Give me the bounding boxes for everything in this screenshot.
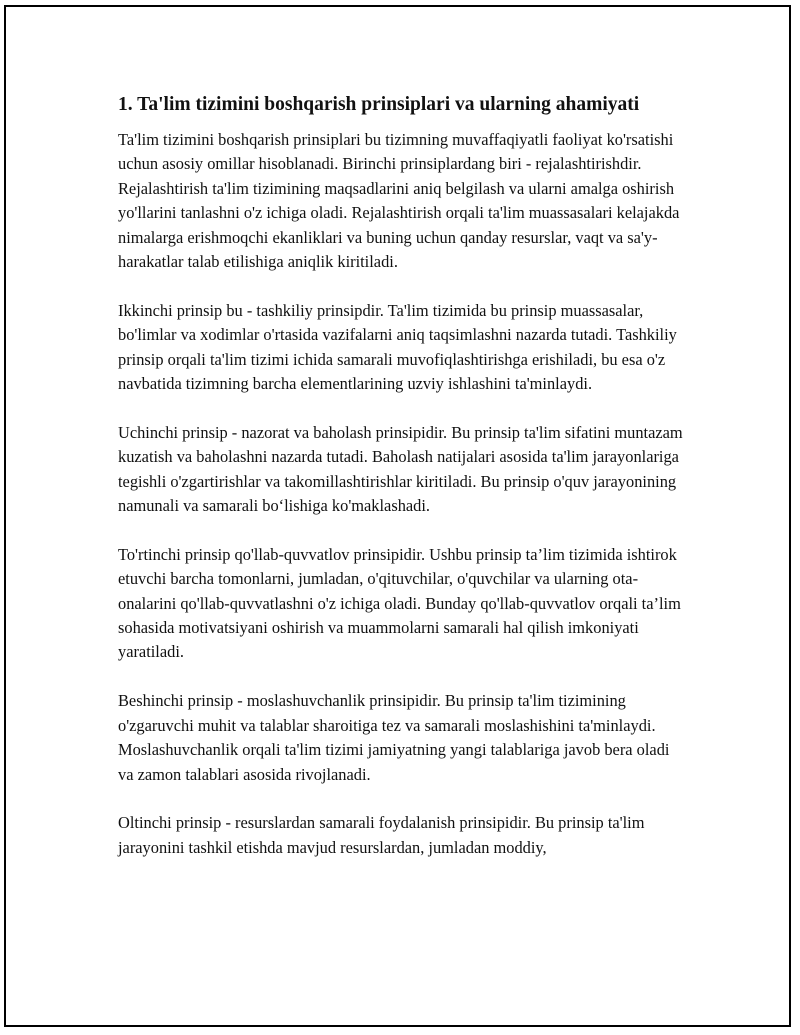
- paragraph-control-evaluation: Uchinchi prinsip - nazorat va baholash prinsipidir. Bu prinsip ta'lim sifatini muntazam kuzatish va baholashni nazarda tutadi. Baholash natijalari asosida ta'lim jarayonlariga tegishli o'zgartirishlar va takomillashtirishlar kiritiladi. Bu prinsip o'quv jarayonining namunali va samarali bo‘lishiga ko'maklashadi.: [118, 422, 683, 516]
- paragraph-organizational: Ikkinchi prinsip bu - tashkiliy prinsipdir. Ta'lim tizimida bu prinsip muassasalar, bo'limlar va xodimlar o'rtasida vazifalarni aniq taqsimlashni nazarda tutadi. Tashkiliy prinsip orqali ta'lim tizimi ichida samarali muvofiqlashtirishga erishiladi, bu esa o'z navbatida tizimning barcha elementlarining uzviy ishlashini ta'minlaydi.: [118, 300, 677, 394]
- paragraph-planning: Ta'lim tizimini boshqarish prinsiplari bu tizimning muvaffaqiyatli faoliyat ko'rsatishi uchun asosiy omillar hisoblanadi. Birinchi prinsiplardang biri - rejalashtirishdir. Rejalashtirish ta'lim tizimining maqsadlarini aniq belgilash va ularni amalga oshirish yo'llarini tanlashni o'z ichiga oladi. Rejalashtirish orqali ta'lim muassasalari kelajakda nimalarga erishmoqchi ekanliklari va buning uchun qanday resurslar, vaqt va sa'y-harakatlar talab etilishiga aniqlik kiritiladi.: [118, 130, 680, 272]
- paragraph-flexibility: Beshinchi prinsip - moslashuvchanlik prinsipidir. Bu prinsip ta'lim tizimining o'zgaruvchi muhit va talablar sharoitiga tez va samarali moslashishini ta'minlaydi. Moslashuvchanlik orqali ta'lim tizimi jamiyatning yangi talablariga javob bera oladi va zamon talablari asosida rivojlanadi.: [118, 691, 670, 784]
- document-body: [118, 92, 688, 885]
- section-title: 1. Ta'lim tizimini boshqarish prinsiplari va ularning ahamiyati: [118, 94, 640, 115]
- paragraph-support: To'rtinchi prinsip qo'llab-quvvatlov prinsipidir. Ushbu prinsip ta’lim tizimida ishtirok etuvchi barcha tomonlarni, jumladan, o'qituvchilar, o'quvchilar va ularning ota-onalarini qo'llab-quvvatlashni o'z ichiga oladi. Bunday qo'llab-quvvatlov orqali ta’lim sohasida motivatsiyani oshirish va muammolarni samarali hal qilish imkoniyati yaratiladi.: [118, 544, 681, 662]
- paragraph-resources: Oltinchi prinsip - resurslardan samarali foydalanish prinsipidir. Bu prinsip ta'lim jarayonini tashkil etishda mavjud resurslardan, jumladan moddiy,: [118, 813, 645, 857]
